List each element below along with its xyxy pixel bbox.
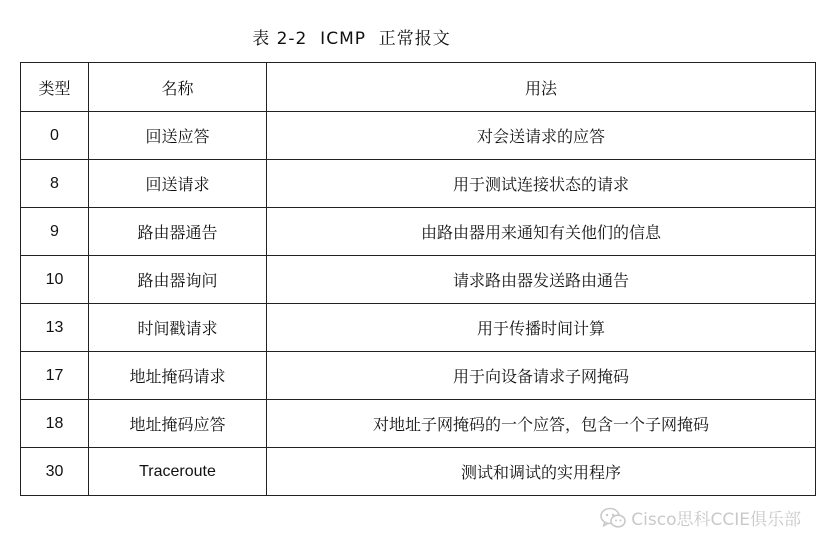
- cell-name: 回送应答: [89, 112, 267, 160]
- cell-use: 用于传播时间计算: [267, 304, 816, 352]
- cell-type: 30: [21, 448, 89, 496]
- table-row: [21, 112, 816, 160]
- cell-use: 对会送请求的应答: [267, 112, 816, 160]
- cell-name: Traceroute: [89, 448, 267, 496]
- wechat-icon: [600, 507, 626, 529]
- cell-type: 13: [21, 304, 89, 352]
- header-use: 用法: [267, 63, 816, 112]
- table-row: [21, 400, 816, 448]
- cell-name: 地址掩码应答: [89, 400, 267, 448]
- cell-type: 8: [21, 160, 89, 208]
- cell-name: 地址掩码请求: [89, 352, 267, 400]
- cell-use: 测试和调试的实用程序: [267, 448, 816, 496]
- cell-use: 请求路由器发送路由通告: [267, 256, 816, 304]
- table-row: [21, 448, 816, 496]
- cell-name: 时间戳请求: [89, 304, 267, 352]
- table-row: [21, 256, 816, 304]
- table-caption: 表 2-2 ICMP 正常报文: [252, 29, 451, 49]
- icmp-message-table: [20, 62, 816, 496]
- cell-type: 10: [21, 256, 89, 304]
- watermark: [600, 505, 801, 530]
- cell-use: 用于向设备请求子网掩码: [267, 352, 816, 400]
- cell-use: 由路由器用来通知有关他们的信息: [267, 208, 816, 256]
- table-row: [21, 208, 816, 256]
- cell-name: 回送请求: [89, 160, 267, 208]
- cell-type: 18: [21, 400, 89, 448]
- cell-use: 用于测试连接状态的请求: [267, 160, 816, 208]
- header-type: 类型: [21, 63, 89, 112]
- table-row: [21, 352, 816, 400]
- watermark-text: Cisco思科CCIE俱乐部: [631, 510, 801, 530]
- table-row: [21, 304, 816, 352]
- cell-name: 路由器通告: [89, 208, 267, 256]
- cell-type: 9: [21, 208, 89, 256]
- table-header-row: [21, 63, 816, 112]
- table-row: [21, 160, 816, 208]
- cell-type: 17: [21, 352, 89, 400]
- header-name: 名称: [89, 63, 267, 112]
- cell-use: 对地址子网掩码的一个应答，包含一个子网掩码: [267, 400, 816, 448]
- cell-type: 0: [21, 112, 89, 160]
- cell-name: 路由器询问: [89, 256, 267, 304]
